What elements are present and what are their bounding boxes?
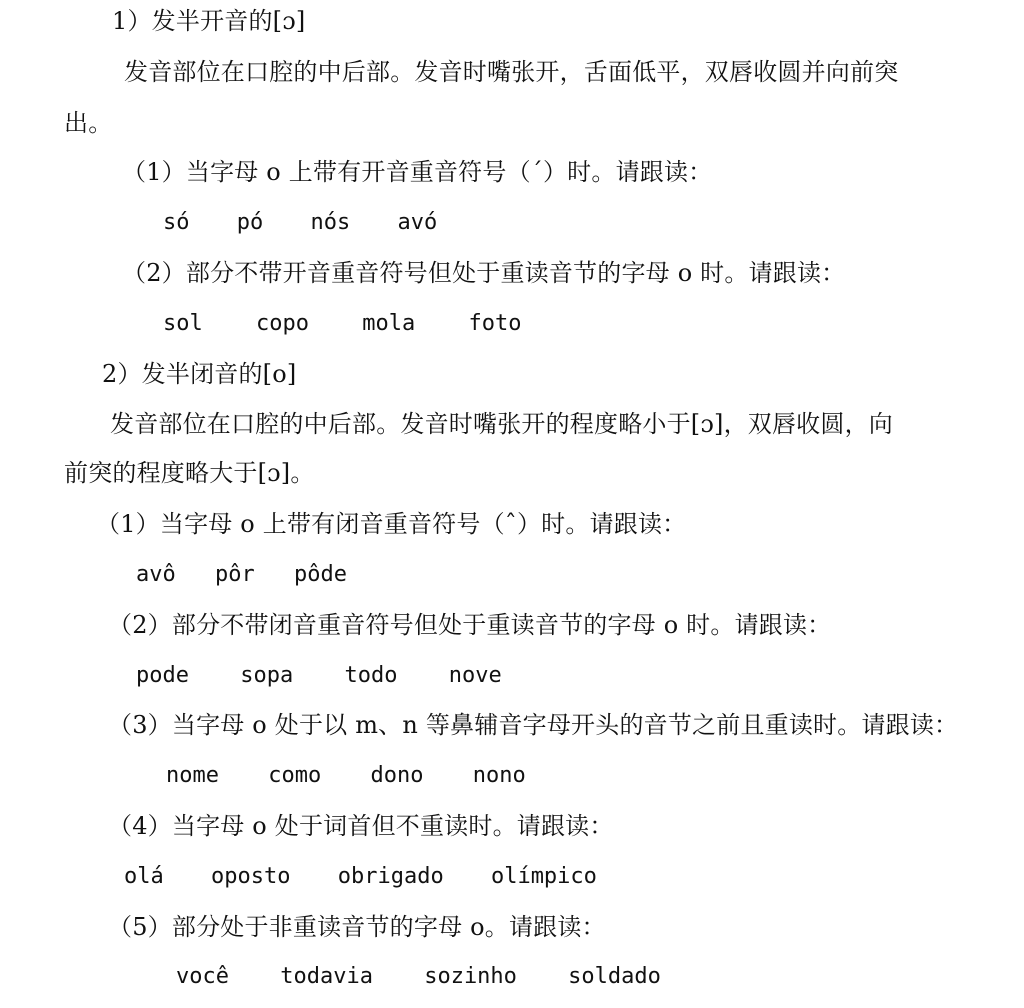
word: avô bbox=[136, 562, 176, 587]
word: olímpico bbox=[490, 864, 597, 889]
word: nome bbox=[166, 763, 219, 788]
word: olá bbox=[124, 864, 164, 889]
section2-rule5-label: （5）部分处于非重读音节的字母 o。请跟读： bbox=[108, 913, 606, 941]
section2-rule4-label: （4）当字母 o 处于词首但不重读时。请跟读： bbox=[108, 812, 614, 840]
section2-title: 2）发半闭音的[o] bbox=[102, 360, 297, 388]
word: sol bbox=[163, 311, 203, 336]
section2-rule5-words bbox=[176, 962, 661, 992]
word: dono bbox=[370, 763, 424, 788]
word: oposto bbox=[211, 864, 291, 889]
word: soldado bbox=[568, 964, 661, 989]
word: todavia bbox=[280, 964, 373, 989]
section1-rule2-words bbox=[163, 309, 521, 339]
word: mola bbox=[362, 311, 416, 336]
word: você bbox=[176, 964, 229, 989]
word: todo bbox=[344, 663, 398, 688]
section2-rule2-label: （2）部分不带闭音重音符号但处于重读音节的字母 o 时。请跟读： bbox=[108, 611, 832, 639]
word: nós bbox=[310, 210, 351, 235]
word: nove bbox=[448, 663, 502, 688]
word: como bbox=[268, 763, 322, 788]
word: obrigado bbox=[337, 864, 444, 889]
section1-desc-line2: 出。 bbox=[64, 109, 113, 137]
word: pó bbox=[236, 210, 264, 235]
section2-rule3-label: （3）当字母 o 处于以 m、n 等鼻辅音字母开头的音节之前且重读时。请跟读： bbox=[108, 711, 959, 739]
word: nono bbox=[472, 763, 526, 788]
word: avó bbox=[397, 210, 438, 235]
word: pode bbox=[136, 663, 189, 688]
section2-rule4-words bbox=[124, 862, 597, 892]
section1-desc-line1: 发音部位在口腔的中后部。发音时嘴张开，舌面低平，双唇收圆并向前突 bbox=[124, 58, 899, 86]
section1-rule1-label: （1）当字母 o 上带有开音重音符号（´）时。请跟读： bbox=[122, 158, 713, 186]
word: só bbox=[163, 210, 190, 235]
word: pôde bbox=[294, 562, 347, 587]
section2-desc-line1: 发音部位在口腔的中后部。发音时嘴张开的程度略小于[ɔ]，双唇收圆，向 bbox=[110, 410, 893, 438]
section2-rule1-label: （1）当字母 o 上带有闭音重音符号（ˆ）时。请跟读： bbox=[96, 510, 687, 538]
section1-rule1-words bbox=[163, 208, 437, 238]
word: sozinho bbox=[424, 964, 517, 989]
section1-rule2-label: （2）部分不带开音重音符号但处于重读音节的字母 o 时。请跟读： bbox=[122, 259, 846, 287]
word: copo bbox=[256, 311, 309, 336]
section2-rule3-words bbox=[166, 761, 526, 791]
word: sopa bbox=[240, 663, 294, 688]
section1-title: 1）发半开音的[ɔ] bbox=[112, 7, 306, 35]
section2-desc-line2: 前突的程度略大于[ɔ]。 bbox=[64, 459, 315, 487]
section2-rule1-words bbox=[136, 560, 347, 590]
section2-rule2-words bbox=[136, 661, 502, 691]
word: pôr bbox=[215, 562, 255, 587]
word: foto bbox=[468, 311, 522, 336]
